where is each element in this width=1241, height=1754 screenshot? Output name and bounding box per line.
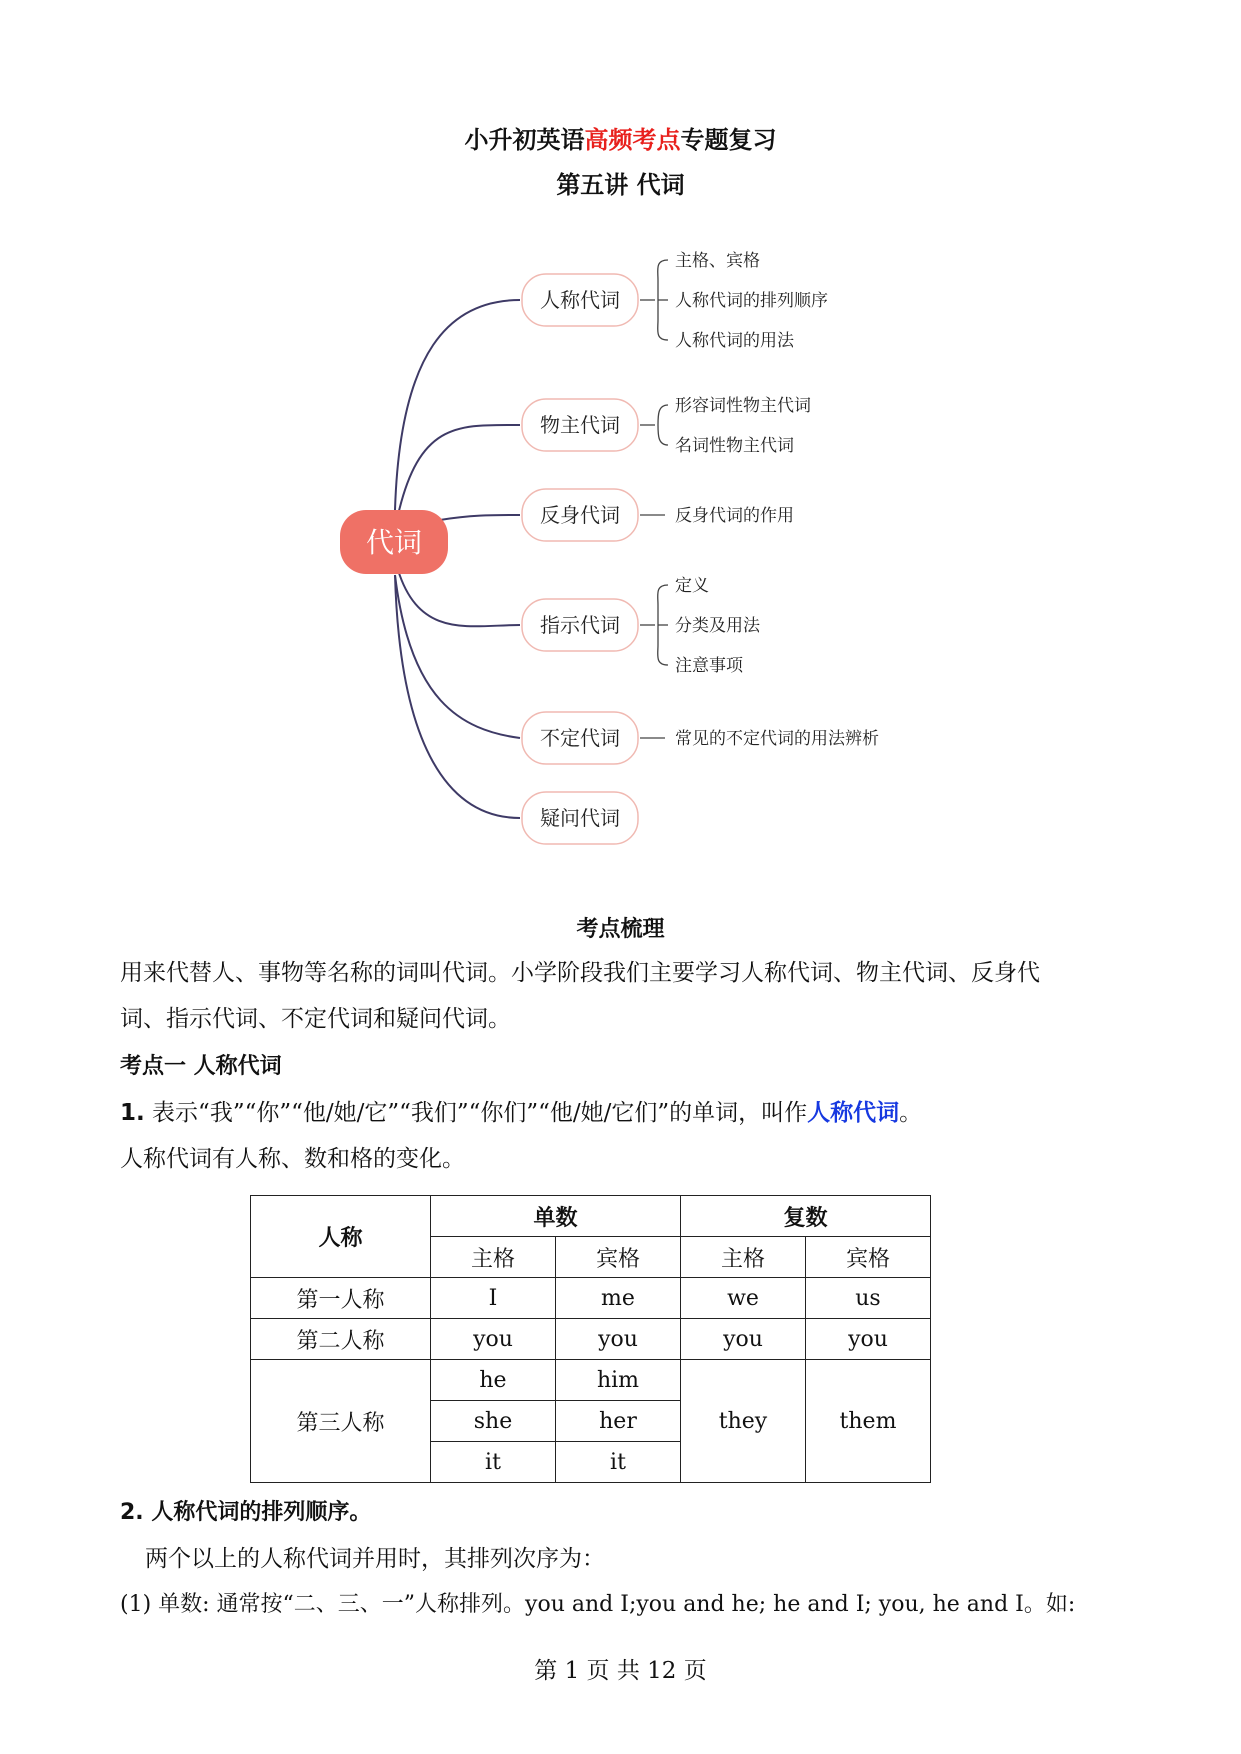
point1-heading: 考点一 人称代词 <box>120 1054 282 1079</box>
mindmap-leaf: 形容词性物主代词 <box>675 396 811 416</box>
svg-text:物主代词: 物主代词 <box>540 413 620 437</box>
table-row: it it <box>251 1442 931 1483</box>
svg-text:反身代词: 反身代词 <box>540 503 620 527</box>
mindmap-leaf: 名词性物主代词 <box>675 436 794 456</box>
mindmap-leaf: 定义 <box>675 576 709 596</box>
mindmap-leaf: 人称代词的用法 <box>675 331 794 351</box>
mindmap-leaf: 分类及用法 <box>675 616 760 636</box>
mindmap-branch-personal <box>522 251 828 351</box>
table-header-singular: 单数 <box>431 1196 681 1237</box>
mindmap-leaf: 人称代词的排列顺序 <box>675 291 828 311</box>
svg-text:代词: 代词 <box>365 526 423 559</box>
item2-heading: 2. 人称代词的排列顺序。 <box>120 1500 372 1525</box>
table-row: 第三人称 he him they them <box>251 1360 931 1401</box>
mindmap-leaf: 主格、宾格 <box>675 251 760 271</box>
section-heading: 考点梳理 <box>576 917 665 942</box>
svg-text:不定代词: 不定代词 <box>540 726 620 750</box>
item2-rule: (1) 单数: 通常按“二、三、一”人称排列。you and I;you and he; he and I; you, he and I。如: <box>120 1592 1076 1617</box>
table-header-objective: 宾格 <box>806 1237 931 1278</box>
svg-text:指示代词: 指示代词 <box>540 613 620 637</box>
document-subtitle: 第五讲 代词 <box>556 171 685 199</box>
table-header-person: 人称 <box>251 1196 431 1278</box>
document-title: 小升初英语高频考点专题复习 <box>464 126 777 154</box>
mindmap-root <box>340 510 448 574</box>
mindmap-leaf: 反身代词的作用 <box>675 506 794 526</box>
pronoun-mindmap <box>0 230 1241 850</box>
mindmap-branch-indefinite <box>522 712 879 764</box>
mindmap-leaf: 常见的不定代词的用法辨析 <box>675 729 879 749</box>
svg-text:疑问代词: 疑问代词 <box>540 806 620 830</box>
table-header-objective: 宾格 <box>556 1237 681 1278</box>
table-row: she her <box>251 1401 931 1442</box>
intro-paragraph: 用来代替人、事物等名称的词叫代词。小学阶段我们主要学习人称代词、物主代词、反身代 词、指示代词、不定代词和疑问代词。 <box>120 960 1040 1032</box>
table-row: 第一人称 I me we us <box>251 1278 931 1319</box>
item2-intro: 两个以上的人称代词并用时，其排列次序为： <box>145 1546 605 1572</box>
mindmap-leaf-connectors <box>640 260 668 738</box>
item1-paragraph: 1. 表示“我”“你”“他/她/它”“我们”“你们”“他/她/它们”的单词，叫作人称代词。 人称代词有人称、数和格的变化。 <box>120 1100 923 1172</box>
svg-text:人称代词: 人称代词 <box>540 288 620 312</box>
key-term: 人称代词 <box>807 1100 900 1126</box>
mindmap-branch-interrogative <box>522 792 638 844</box>
table-row: 第二人称 you you you you <box>251 1319 931 1360</box>
table-header-nominative: 主格 <box>431 1237 556 1278</box>
mindmap-branch-demonstrative <box>522 576 761 676</box>
table-header-plural: 复数 <box>681 1196 931 1237</box>
table-header-nominative: 主格 <box>681 1237 806 1278</box>
mindmap-leaf: 注意事项 <box>675 656 743 676</box>
pronoun-table <box>250 1195 931 1483</box>
title-highlight: 高频考点 <box>584 126 681 154</box>
page-footer: 第 1 页 共 12 页 <box>534 1658 707 1684</box>
